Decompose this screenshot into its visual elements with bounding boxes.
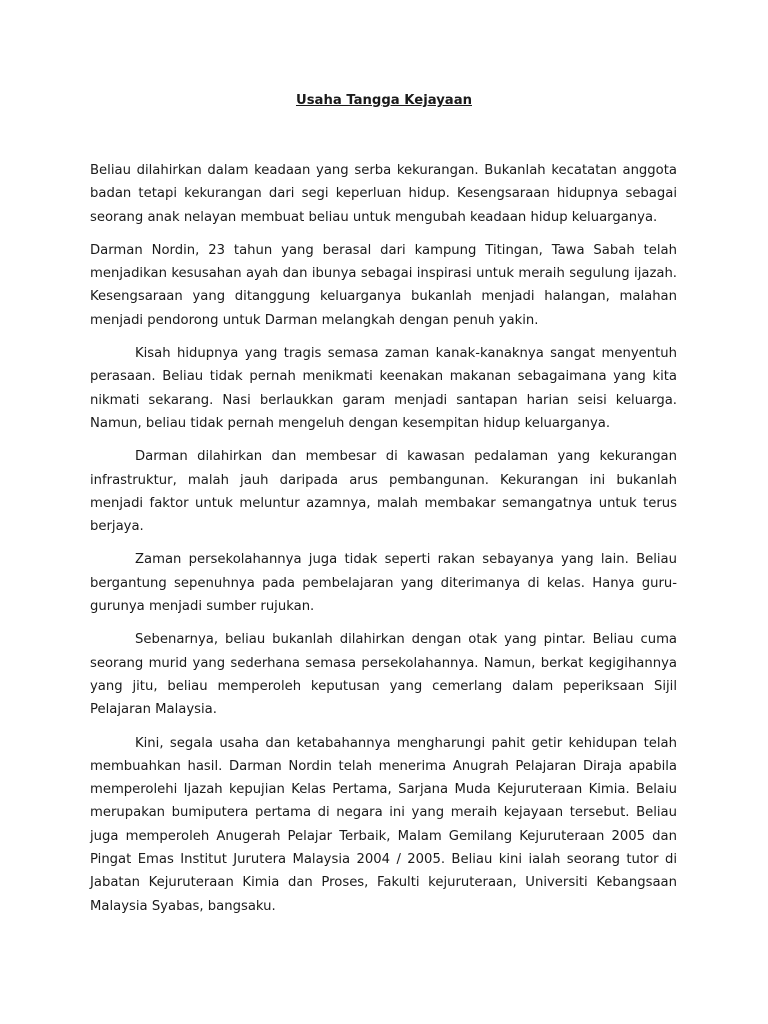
- paragraph-3: Kisah hidupnya yang tragis semasa zaman kanak-kanaknya sangat menyentuh perasaan. Beliau tidak pernah menikmati keenakan makanan sebagaimana yang kita nikmati sekarang. Nasi berlaukkan garam menjadi santapan harian seisi keluarga. Namun, beliau tidak pernah mengeluh dengan kesempitan hidup keluarganya.: [90, 346, 677, 431]
- paragraph-2: Darman Nordin, 23 tahun yang berasal dari kampung Titingan, Tawa Sabah telah menjadikan kesusahan ayah dan ibunya sebagai inspirasi untuk meraih segulung ijazah. Kesengsaraan yang ditanggung keluarganya bukanlah menjadi halangan, malahan menjadi pendorong untuk Darman melangkah dengan penuh yakin.: [90, 242, 677, 328]
- paragraph-6: Sebenarnya, beliau bukanlah dilahirkan dengan otak yang pintar. Beliau cuma seorang murid yang sederhana semasa persekolahannya. Namun, berkat kegigihannya yang jitu, beliau memperoleh keputusan yang cemerlang dalam peperiksaan Sijil Pelajaran Malaysia.: [90, 632, 677, 718]
- paragraph-5: Zaman persekolahannya juga tidak seperti rakan sebayanya yang lain. Beliau bergantung sepenuhnya pada pembelajaran yang diterimanya di kelas. Hanya guru-gurunya menjadi sumber rujukan.: [90, 552, 677, 615]
- document-body: [90, 159, 677, 928]
- paragraph-1: Beliau dilahirkan dalam keadaan yang serba kekurangan. Bukanlah kecatatan anggota badan tetapi kekurangan dari segi keperluan hidup. Kesengsaraan hidupnya sebagai seorang anak nelayan membuat beliau untuk mengubah keadaan hidup keluarganya.: [90, 163, 677, 225]
- paragraph-7: Kini, segala usaha dan ketabahannya mengharungi pahit getir kehidupan telah membuahkan hasil. Darman Nordin telah menerima Anugrah Pelajaran Diraja apabila memperolehi Ijazah kepujian Kelas Pertama, Sarjana Muda Kejuruteraan Kimia. Belaiu merupakan bumiputera pertama di negara ini yang meraih kejayaan tersebut. Beliau juga memperoleh Anugerah Pelajar Terbaik, Malam Gemilang Kejuruteraan 2005 dan Pingat Emas Institut Jurutera Malaysia 2004 / 2005. Beliau kini ialah seorang tutor di Jabatan Kejuruteraan Kimia dan Proses, Fakulti kejuruteraan, Universiti Kebangsaan Malaysia Syabas, bangsaku.: [90, 735, 677, 914]
- paragraph-4: Darman dilahirkan dan membesar di kawasan pedalaman yang kekurangan infrastruktur, malah jauh daripada arus pembangunan. Kekurangan ini bukanlah menjadi faktor untuk meluntur azamnya, malah membakar semangatnya untuk terus berjaya.: [90, 449, 677, 535]
- document-title: Usaha Tangga Kejayaan: [295, 93, 472, 108]
